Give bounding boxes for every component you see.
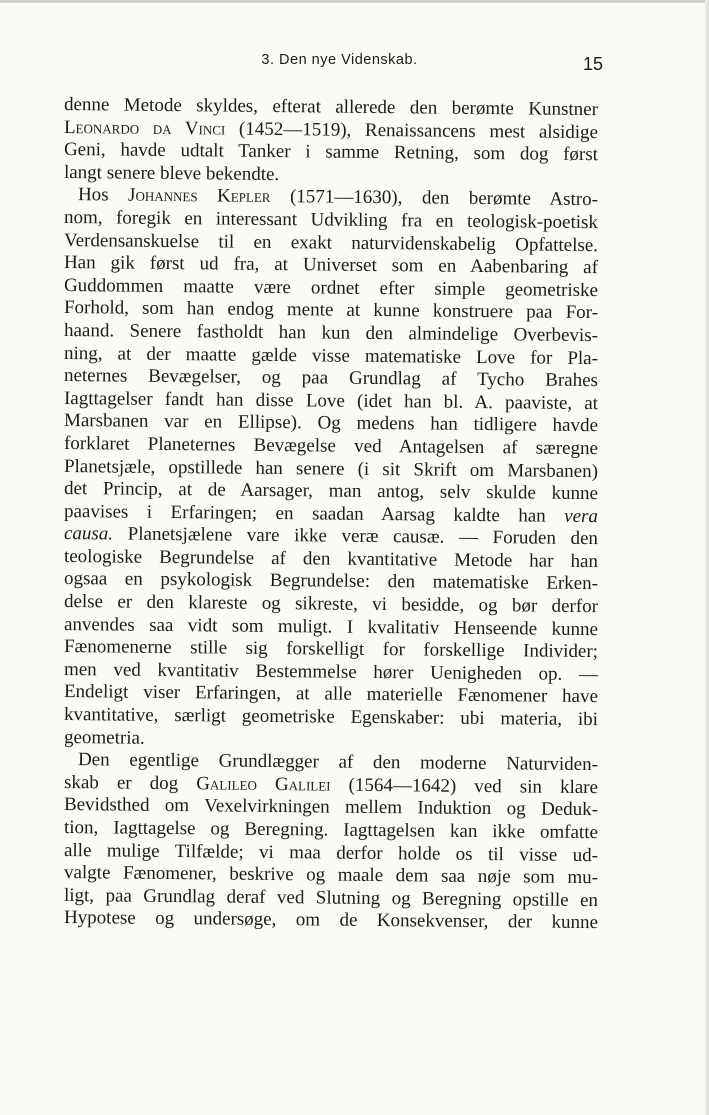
- text-run: alle mulige Tilfælde; vi maa derfor holde os til visse ud-: [63, 839, 599, 866]
- text-run: Verdensanskuelse til en exakt naturvidenskabelig Opfattelse.: [63, 229, 599, 256]
- text-run: forklaret Planeternes Bevægelse ved Antagelsen af særegne: [63, 432, 599, 460]
- text-run: Guddommen maatte være ordnet efter simple geometriske: [63, 274, 599, 301]
- text-run: Planetsjæle, opstillede han senere (i sit Skrift om Marsbanen): [63, 455, 599, 482]
- text-run: paavises i Erfaringen; en saadan Aarsag kaldte han: [63, 500, 565, 527]
- text-run: denne Metode skyldes, efterat allerede den berømte Kunstner: [63, 94, 599, 121]
- page-right-edge: [705, 0, 709, 1115]
- text-run: Han gik først ud fra, at Universet som en Aabenbaring af: [63, 252, 599, 279]
- text-run: (1564—1642) ved sin klare: [330, 774, 599, 798]
- text-run: Den egentlige Grundlægger af den moderne Naturviden-: [77, 749, 599, 776]
- body-text: [63, 94, 599, 934]
- text-run: ning, at der maatte gælde visse matematiske Love for Pla-: [63, 342, 599, 369]
- text-run: (1452—1519), Renaissancens mest alsidige: [225, 118, 599, 143]
- text-run: langt senere bleve bekendte.: [63, 161, 280, 185]
- italic-term: vera: [564, 505, 599, 527]
- person-name: Leonardo da Vinci: [63, 116, 226, 140]
- text-run: tion, Iagttagelse og Beregning. Iagttagelsen kan ikke omfatte: [63, 817, 599, 844]
- person-name: Galileo Galilei: [196, 773, 331, 796]
- text-run: geometria.: [63, 726, 145, 749]
- text-run: Forhold, som han endog mente at kunne konstruere paa For-: [63, 297, 599, 324]
- text-run: Fænomenerne stille sig forskelligt for forskellige Individer;: [63, 636, 599, 663]
- text-run: kvantitative, særligt geometriske Egenskaber: ubi materia, ibi: [63, 704, 599, 731]
- text-run: Iagttagelser fandt han disse Love (idet han bl. A. paaviste, at: [63, 387, 599, 414]
- text-line: [64, 907, 598, 935]
- text-run: Marsbanen var en Ellipse). Og medens han tidligere havde: [63, 410, 599, 437]
- page-top-edge: [0, 0, 709, 3]
- text-run: teologiske Begrundelse af den kvantitative Metode har han: [63, 545, 599, 573]
- text-run: Hypotese og undersøge, om de Konsekvenser, der kunne: [63, 907, 599, 934]
- page-number: 15: [582, 54, 603, 74]
- text-run: ligt, paa Grundlag deraf ved Slutning og Beregning opstille en: [63, 884, 599, 911]
- text-run: ogsaa en psykologisk Begrundelse: den matematiske Erken-: [63, 568, 599, 595]
- italic-term: causa.: [63, 523, 114, 545]
- text-run: valgte Fænomener, beskrive og maale dem saa nøje som mu-: [63, 862, 599, 889]
- text-run: skab er dog: [63, 771, 197, 795]
- text-run: haand. Senere fastholdt han kun den almindelige Overbevis-: [63, 319, 599, 347]
- text-run: men ved kvantitativ Bestemmelse hører Uenigheden op. —: [63, 658, 599, 685]
- text-run: (1571—1630), den berømte Astro-: [270, 186, 599, 211]
- text-run: neternes Bevægelser, og paa Grundlag af Tycho Brahes: [63, 365, 599, 392]
- text-run: det Princip, at de Aarsager, man antog, selv skulde kunne: [63, 478, 599, 505]
- text-run: delse er den klareste og sikreste, vi besidde, og bør derfor: [63, 591, 599, 618]
- text-run: anvendes saa vidt som muligt. I kvalitativ Henseende kunne: [63, 613, 599, 640]
- text-run: nom, foregik en interessant Udvikling fra en teologisk-poetisk: [63, 206, 599, 234]
- text-run: Endeligt viser Erfaringen, at alle materielle Fænomener have: [63, 681, 599, 708]
- running-header: [72, 50, 607, 78]
- text-run: Hos: [77, 184, 129, 206]
- text-run: Planetsjælene vare ikke veræ causæ. — Foruden den: [112, 523, 599, 550]
- running-title: 3. Den nye Videnskab.: [261, 52, 418, 68]
- text-run: Geni, havde udtalt Tanker i samme Retning, som dog først: [63, 139, 599, 166]
- person-name: Johannes Kepler: [127, 184, 271, 208]
- text-run: Bevidsthed om Vexelvirkningen mellem Induktion og Deduk-: [63, 794, 599, 821]
